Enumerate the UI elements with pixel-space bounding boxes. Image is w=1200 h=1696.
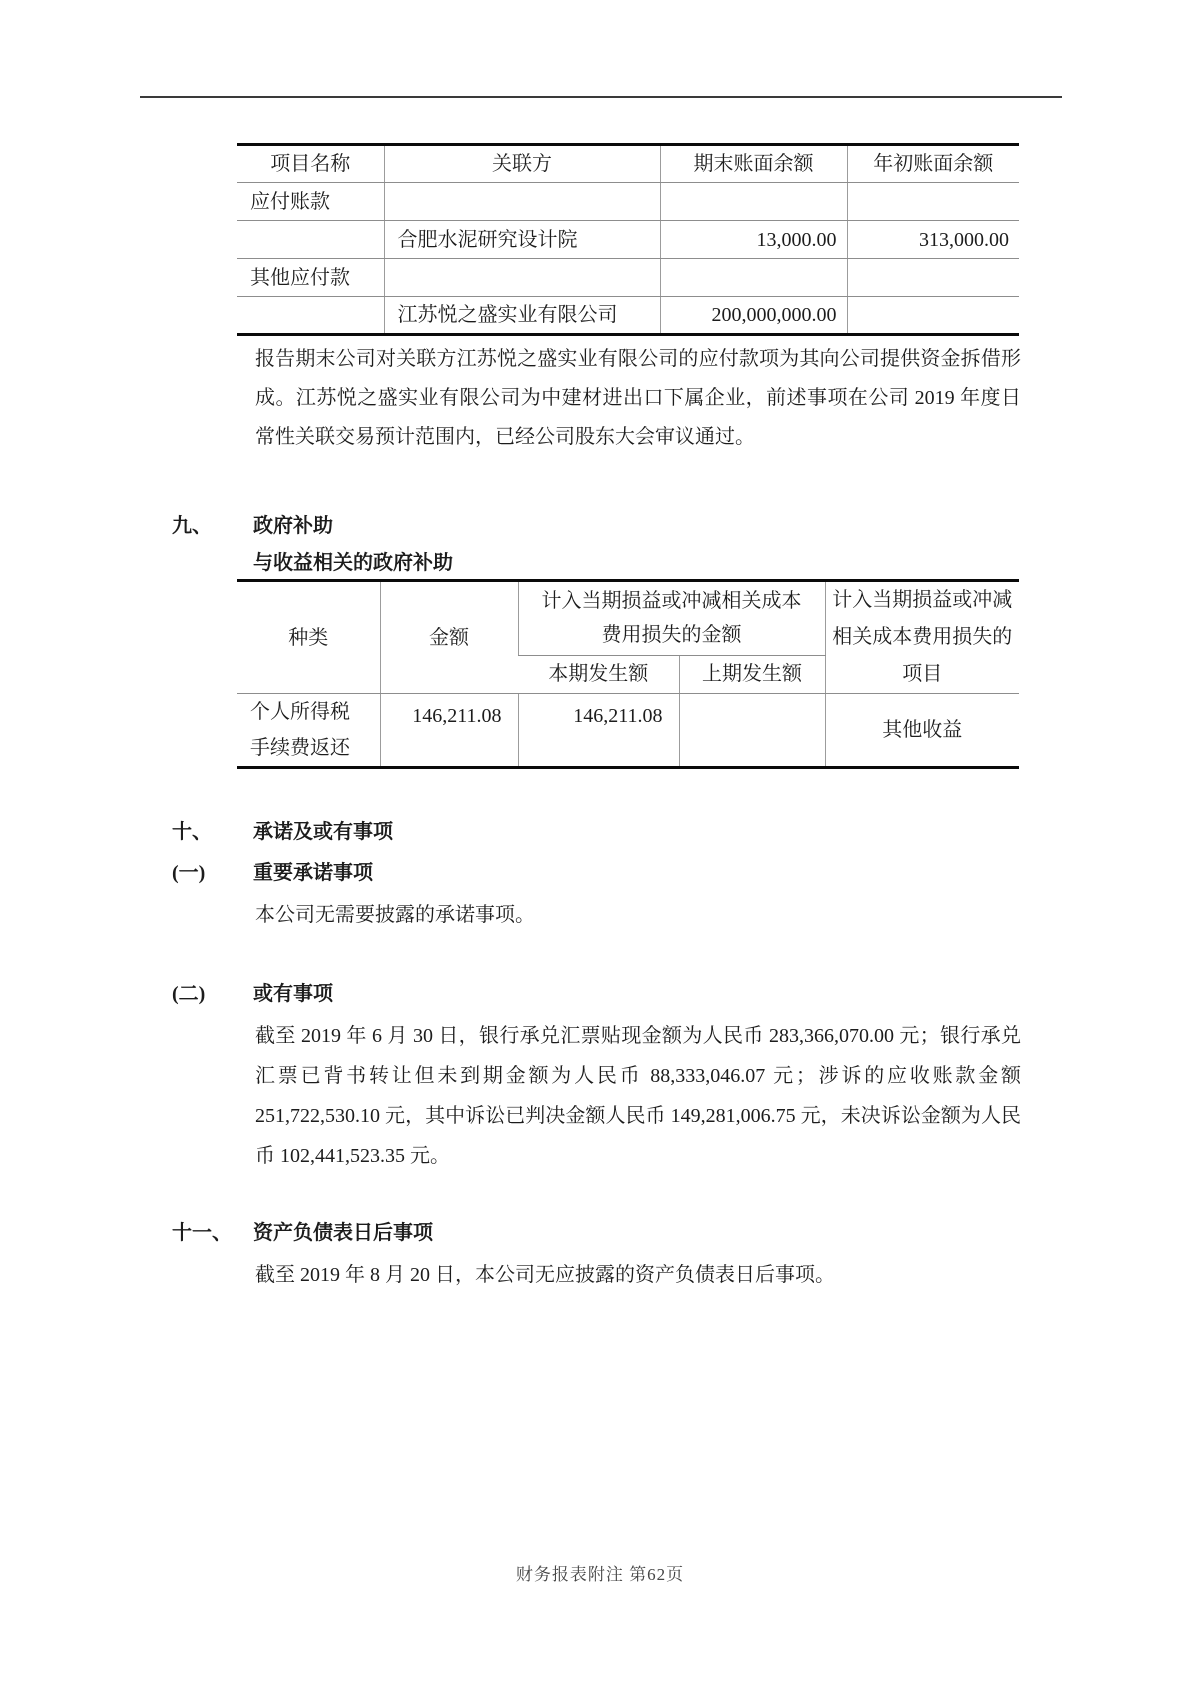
section-ten-number: 十、 xyxy=(172,821,212,843)
col-header-beginning: 年初账面余额 xyxy=(847,145,1019,183)
col-header-amount: 金额 xyxy=(380,581,518,694)
cell-ending xyxy=(660,183,847,221)
col-header-current: 本期发生额 xyxy=(518,655,679,693)
cell-amount: 146,211.08 xyxy=(380,694,518,768)
section-ten-sub2-title: 或有事项 xyxy=(253,983,333,1005)
table-row xyxy=(237,221,1019,259)
cell-beginning: 313,000.00 xyxy=(847,221,1019,259)
col-header-prior: 上期发生额 xyxy=(679,655,825,693)
section-ten-sub1-title: 重要承诺事项 xyxy=(253,862,373,884)
cell-item: 其他收益 xyxy=(825,694,1019,768)
section-ten-sub2-body: 截至 2019 年 6 月 30 日，银行承兑汇票贴现金额为人民币 283,366,070.00 元；银行承兑汇票已背书转让但未到期金额为人民币 88,333,046.07 元；涉诉的应收账款金额 251,722,530.10 元，其中诉讼已判决金额人民币 149,281,006.75 元，未决诉讼金额为人民币 102,441,523.35 元。 xyxy=(255,1025,1021,1167)
section-ten-sub1-body: 本公司无需要披露的承诺事项。 xyxy=(255,904,535,926)
cell-party: 江苏悦之盛实业有限公司 xyxy=(384,297,660,335)
subsidy-table xyxy=(237,579,1019,769)
section-nine-title: 政府补助 xyxy=(253,515,333,537)
col-header-item: 计入当期损益或冲减相关成本费用损失的项目 xyxy=(825,581,1019,694)
cell-item xyxy=(237,221,384,259)
section-ten-sub2-heading xyxy=(172,974,1032,1014)
page-footer: 财务报表附注 第62页 xyxy=(515,1565,685,1584)
section-eleven-heading xyxy=(172,1213,1032,1253)
cell-ending: 13,000.00 xyxy=(660,221,847,259)
section-eleven-body: 截至 2019 年 8 月 20 日，本公司无应披露的资产负债表日后事项。 xyxy=(255,1264,835,1286)
table-header-row xyxy=(237,145,1019,183)
cell-ending xyxy=(660,259,847,297)
cell-party xyxy=(384,183,660,221)
section-ten-sub1-number: (一) xyxy=(172,862,206,884)
col-header-party: 关联方 xyxy=(384,145,660,183)
related-party-table xyxy=(237,143,1019,336)
cell-prior xyxy=(679,694,825,768)
cell-item xyxy=(237,297,384,335)
table-row xyxy=(237,259,1019,297)
cell-current: 146,211.08 xyxy=(518,694,679,768)
section-ten-title: 承诺及或有事项 xyxy=(253,821,393,843)
cell-beginning xyxy=(847,297,1019,335)
cell-type: 个人所得税手续费返还 xyxy=(250,701,350,759)
section-ten-sub2-number: (二) xyxy=(172,983,206,1005)
section-eleven-number: 十一、 xyxy=(172,1222,232,1244)
cell-item: 应付账款 xyxy=(237,183,384,221)
cell-item: 其他应付款 xyxy=(237,259,384,297)
cell-party: 合肥水泥研究设计院 xyxy=(384,221,660,259)
table-row xyxy=(237,183,1019,221)
cell-party xyxy=(384,259,660,297)
section-ten-sub1-heading xyxy=(172,853,1032,893)
section-eleven-title: 资产负债表日后事项 xyxy=(253,1222,433,1244)
col-header-ending: 期末账面余额 xyxy=(660,145,847,183)
section-nine-number: 九、 xyxy=(172,515,212,537)
col-header-group: 计入当期损益或冲减相关成本费用损失的金额 xyxy=(518,581,825,656)
section-ten-heading xyxy=(172,812,1032,852)
cell-beginning xyxy=(847,183,1019,221)
table-row xyxy=(237,297,1019,335)
page-header-rule xyxy=(140,96,1062,98)
subsidy-data-row xyxy=(237,694,1019,768)
subsidy-header-row xyxy=(237,581,1019,656)
col-header-item: 项目名称 xyxy=(237,145,384,183)
section-nine-subtitle: 与收益相关的政府补助 xyxy=(253,552,453,574)
section-nine-heading xyxy=(172,506,1032,546)
cell-beginning xyxy=(847,259,1019,297)
col-header-type: 种类 xyxy=(237,581,380,694)
cell-ending: 200,000,000.00 xyxy=(660,297,847,335)
related-party-note: 报告期末公司对关联方江苏悦之盛实业有限公司的应付款项为其向公司提供资金拆借形成。江苏悦之盛实业有限公司为中建材进出口下属企业，前述事项在公司 2019 年度日常性关联交易预计范围内，已经公司股东大会审议通过。 xyxy=(255,348,1021,448)
